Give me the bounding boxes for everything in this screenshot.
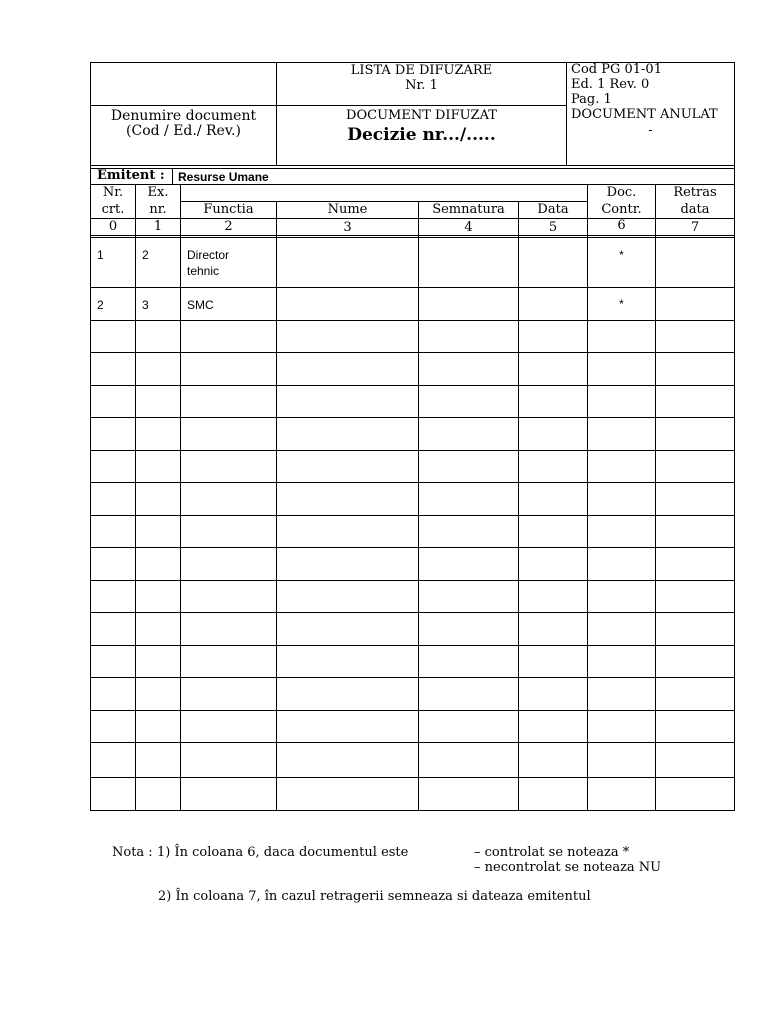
- row-functia: Director: [187, 248, 230, 262]
- list-title: LISTA DE DIFUZARE: [350, 63, 493, 78]
- document-name-label: Denumire document: [110, 108, 257, 124]
- row-divider: [90, 352, 735, 353]
- doc-code: Cod PG 01-01: [571, 62, 662, 77]
- cancelled-document-value: -: [648, 123, 653, 138]
- doc-page: Pag. 1: [571, 92, 612, 107]
- col-ex-header-line2: nr.: [149, 202, 167, 217]
- row-ex: 3: [142, 298, 149, 312]
- row-divider: [90, 385, 735, 386]
- col-doc-header-line2: Contr.: [601, 202, 642, 217]
- row-divider: [90, 710, 735, 711]
- distributed-document-value: Decizie nr.../.....: [347, 125, 496, 145]
- list-number: Nr. 1: [405, 78, 438, 93]
- row-divider: [90, 612, 735, 613]
- distributed-document-label: DOCUMENT DIFUZAT: [346, 108, 497, 123]
- col-semnatura-header: Semnatura: [432, 202, 505, 217]
- row-nr: 1: [97, 248, 104, 262]
- issuer-value: Resurse Umane: [178, 170, 269, 184]
- row-divider: [90, 677, 735, 678]
- row-nr: 2: [97, 298, 104, 312]
- col-nr-header: Nr.: [102, 185, 124, 200]
- col-nume-header: Nume: [327, 202, 368, 217]
- row-divider: [90, 810, 735, 811]
- row-divider: [90, 645, 735, 646]
- row-divider: [90, 580, 735, 581]
- row-divider: [90, 742, 735, 743]
- row-divider: [90, 777, 735, 778]
- row-divider: [90, 450, 735, 451]
- col-nr-header-line2: crt.: [101, 202, 125, 217]
- row-functia: SMC: [187, 298, 214, 312]
- note-label: Nota :: [112, 845, 153, 860]
- row-divider: [90, 417, 735, 418]
- row-divider: [90, 547, 735, 548]
- col-ex-header: Ex.: [147, 185, 169, 200]
- row-divider: [90, 320, 735, 321]
- cancelled-document-label: DOCUMENT ANULAT: [571, 107, 718, 122]
- row-functia-line2: tehnic: [187, 264, 220, 278]
- col-retras-header: Retras: [673, 185, 717, 200]
- document-name-sublabel: (Cod / Ed./ Rev.): [126, 123, 241, 139]
- col-doc-header: Doc.: [606, 185, 637, 200]
- col-index: 0: [108, 219, 118, 234]
- note-1-uncontrolled: – necontrolat se noteaza NU: [474, 860, 662, 875]
- row-ex: 2: [142, 248, 149, 262]
- col-index: 2: [224, 219, 233, 234]
- col-index: 1: [153, 219, 163, 234]
- col-index: 3: [343, 220, 352, 235]
- row-doc-controlled: *: [619, 248, 624, 262]
- doc-edition: Ed. 1 Rev. 0: [571, 77, 650, 92]
- col-functia-header: Functia: [203, 202, 254, 217]
- row-divider: [90, 482, 735, 483]
- row-divider: [90, 515, 735, 516]
- note-2: 2) În coloana 7, în cazul retragerii semneaza si dateaza emitentul: [158, 889, 591, 904]
- note-1: 1) În coloana 6, daca documentul este: [157, 845, 409, 860]
- issuer-label: Emitent :: [97, 168, 165, 183]
- row-divider: [90, 287, 735, 288]
- col-index: 7: [690, 220, 700, 235]
- note-1-controlled: – controlat se noteaza *: [474, 845, 630, 860]
- col-retras-header-line2: data: [680, 202, 710, 217]
- col-index: 6: [617, 218, 626, 233]
- col-index: 4: [464, 220, 473, 235]
- col-data-header: Data: [537, 202, 569, 217]
- col-index: 5: [548, 220, 558, 235]
- row-doc-controlled: *: [619, 297, 624, 311]
